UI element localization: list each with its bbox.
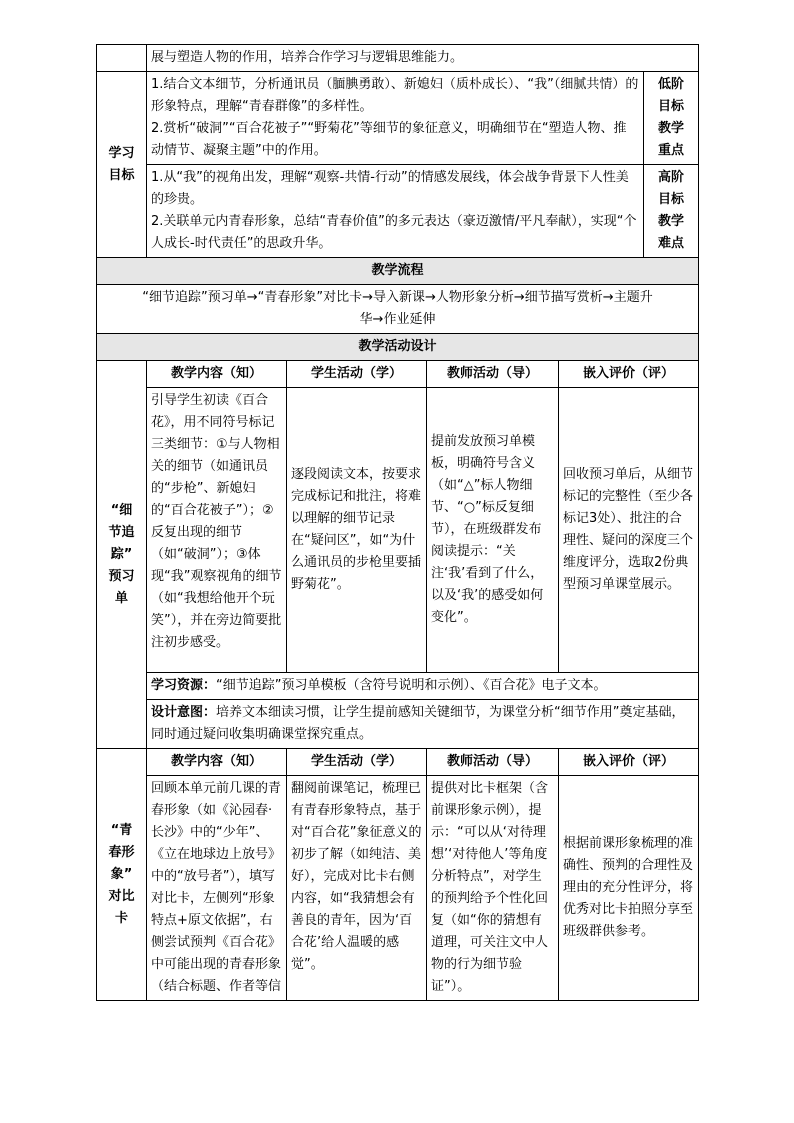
objectives-low-tag: 低阶 目标 教学 重点 — [644, 72, 699, 165]
flow-row — [97, 285, 699, 334]
col-header-content: 教学内容（知） — [147, 361, 287, 388]
section2-label: “青 春形 象” 对比 卡 — [97, 749, 147, 1001]
section2-student: 翻阅前课笔记，梳理已有青春形象特点，基于对“百合花”象征意义的初步了解（如纯洁、美好），完成对比卡右侧内容，如“我猜想会有善良的青年，因为‘百合花’给人温暖的感觉”。 — [287, 776, 427, 1001]
resource-text: “细节追踪”预习单模板（含符号说明和示例）、《百合花》电子文本。 — [216, 678, 607, 693]
section2-eval: 根据前课形象梳理的准确性、预判的合理性及理由的充分性评分，将优秀对比卡拍照分享至班级群供参考。 — [559, 776, 699, 1001]
section1-resource-row — [97, 673, 699, 700]
intent-label: 设计意图： — [151, 705, 217, 720]
flow-text: “细节追踪”预习单→“青春形象”对比卡→导入新课→人物形象分析→细节描写赏析→主题升华→作业延伸 — [97, 285, 699, 334]
objectives-low-text — [147, 72, 644, 165]
col-header-eval-2: 嵌入评价（评） — [559, 749, 699, 776]
col-header-content-2: 教学内容（知） — [147, 749, 287, 776]
objectives-high-text — [147, 165, 644, 258]
section2-body-row — [97, 776, 699, 1001]
section1-student: 逐段阅读文本，按要求完成标记和批注，将难以理解的细节记录在“疑问区”，如“为什么通讯员的步枪里要插野菊花”。 — [287, 388, 427, 673]
design-heading-row — [97, 334, 699, 361]
section1-content: 引导学生初读《百合花》，用不同符号标记三类细节：①与人物相关的细节（如通讯员的“步枪”、新媳妇的“百合花被子”）；②反复出现的细节（如“破洞”）；③体现“我”观察视角的细节（如“我想给他开个玩笑”），并在旁边简要批注初步感受。 — [147, 388, 287, 673]
intent-text: 培养文本细读习惯，让学生提前感知关键细节，为课堂分析“细节作用”奠定基础，同时通过疑问收集明确课堂探究重点。 — [151, 705, 685, 742]
col-header-teacher: 教师活动（导） — [427, 361, 559, 388]
lesson-plan-table — [96, 44, 699, 1001]
section1-intent-row — [97, 700, 699, 749]
objectives-high-row — [97, 165, 699, 258]
section2-column-header-row — [97, 749, 699, 776]
objective-low-1: 1.结合文本细节，分析通讯员（腼腆勇敢）、新媳妇（质朴成长）、“我”（细腻共情）的形象特点，理解“青春群像”的多样性。 — [151, 77, 639, 114]
col-header-teacher-2: 教师活动（导） — [427, 749, 559, 776]
section1-eval: 回收预习单后，从细节标记的完整性（至少各标记3处）、批注的合理性、疑问的深度三个维度评分，选取2份典型预习单课堂展示。 — [559, 388, 699, 673]
section2-teacher: 提供对比卡框架（含前课形象示例），提示：“可以从‘对待理想’‘对待他人’等角度分析特点”，对学生的预判给予个性化回复（如“你的猜想有道理，可关注文中人物的行为细节验证”）。 — [427, 776, 559, 1001]
section1-label: “细 节追 踪” 预习 单 — [97, 361, 147, 749]
flow-heading-row — [97, 258, 699, 285]
section1-column-header-row — [97, 361, 699, 388]
col-header-student-2: 学生活动（学） — [287, 749, 427, 776]
col-header-eval: 嵌入评价（评） — [559, 361, 699, 388]
objective-high-1: 1.从“我”的视角出发，理解“观察-共情-行动”的情感发展线，体会战争背景下人性美的珍贵。 — [151, 170, 629, 207]
resource-label: 学习资源： — [151, 678, 217, 693]
continuation-row — [97, 45, 699, 72]
objective-high-2: 2.关联单元内青春形象，总结“青春价值”的多元表达（豪迈激情/平凡奉献），实现“个人成长-时代责任”的思政升华。 — [151, 214, 637, 251]
objectives-label: 学习 目标 — [97, 72, 147, 258]
objective-low-2: 2.赏析“破洞”“百合花被子”“野菊花”等细节的象征意义，明确细节在“塑造人物、推动情节、凝聚主题”中的作用。 — [151, 121, 627, 158]
design-heading: 教学活动设计 — [97, 334, 699, 361]
continuation-label-cell — [97, 45, 147, 72]
section1-intent — [147, 700, 699, 749]
flow-heading: 教学流程 — [97, 258, 699, 285]
continuation-text: 展与塑造人物的作用，培养合作学习与逻辑思维能力。 — [147, 45, 699, 72]
objectives-low-row — [97, 72, 699, 165]
section1-teacher: 提前发放预习单模板，明确符号含义（如“△”标人物细节、“○”标反复细节），在班级群发布阅读提示：“关注‘我’看到了什么，以及‘我’的感受如何变化”。 — [427, 388, 559, 673]
section2-content: 回顾本单元前几课的青春形象（如《沁园春·长沙》中的“少年”、《立在地球边上放号》中的“放号者”），填写对比卡，左侧列“形象特点+原文依据”，右侧尝试预判《百合花》中可能出现的青春形象（结合标题、作者等信 — [147, 776, 287, 1001]
col-header-student: 学生活动（学） — [287, 361, 427, 388]
section1-resource — [147, 673, 699, 700]
section1-body-row — [97, 388, 699, 673]
objectives-high-tag: 高阶 目标 教学 难点 — [644, 165, 699, 258]
